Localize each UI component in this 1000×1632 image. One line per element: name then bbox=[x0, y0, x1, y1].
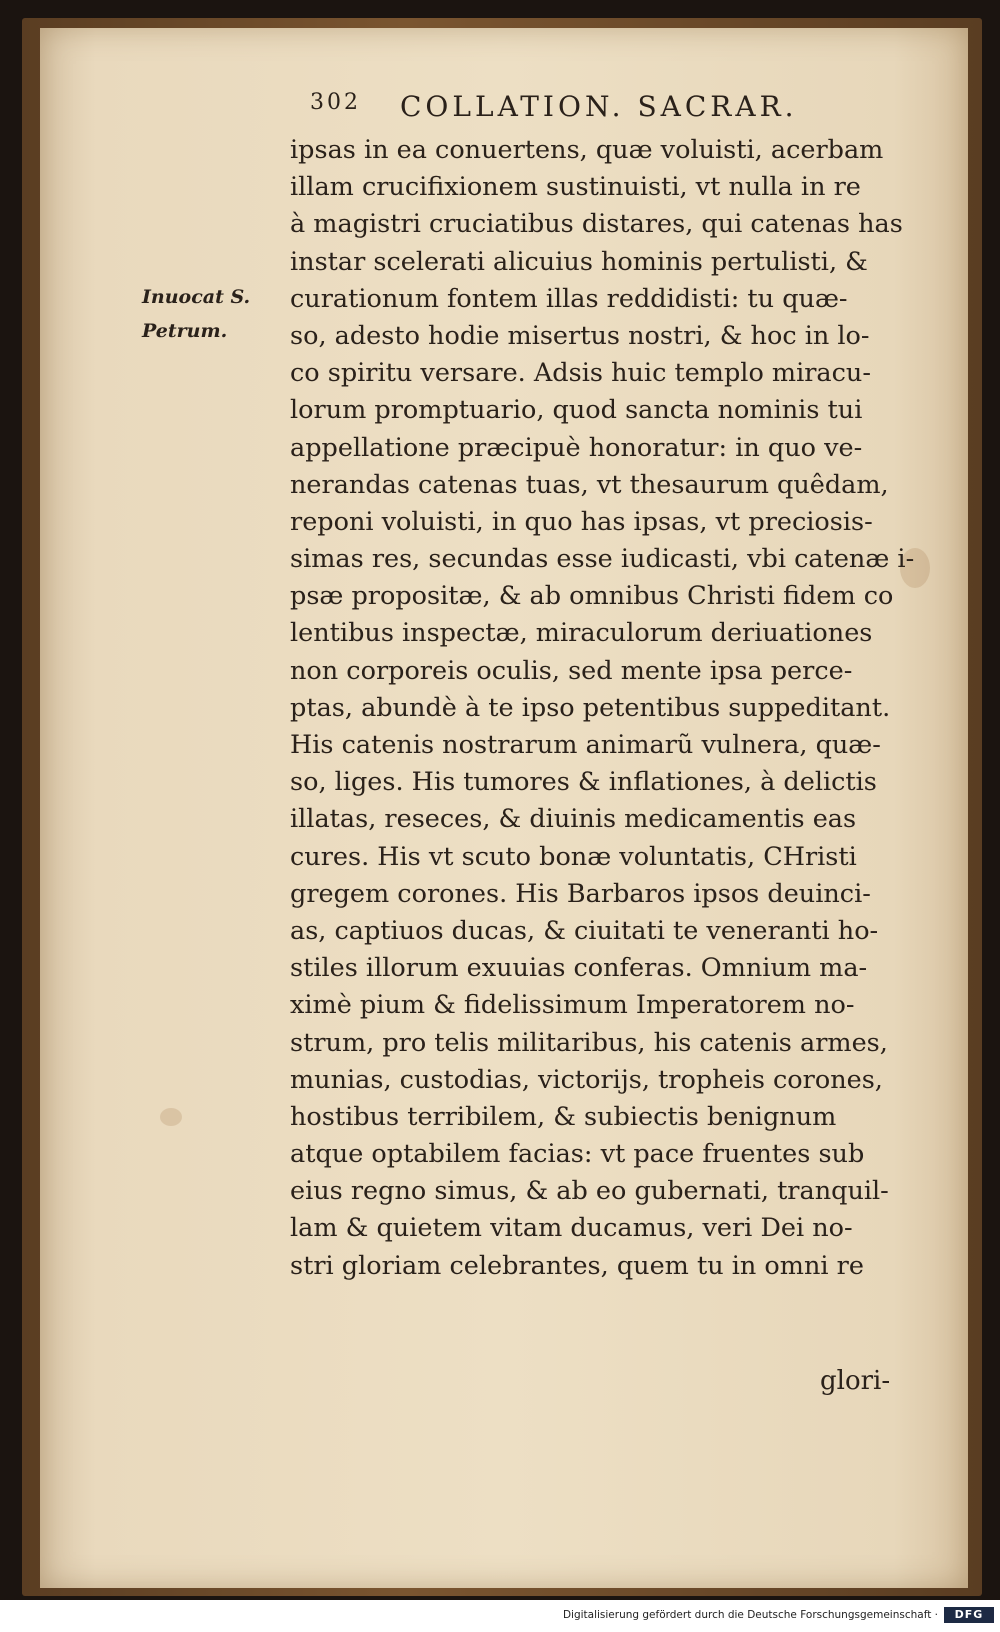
text-line: hostibus terribilem, & subiectis benignum bbox=[290, 1101, 837, 1132]
text-line: so, liges. His tumores & inflationes, à delictis bbox=[290, 767, 877, 798]
page-number: 302 bbox=[310, 90, 361, 115]
text-line: à magistri cruciatibus distares, qui catenas has bbox=[290, 209, 903, 240]
book-page bbox=[40, 28, 968, 1588]
text-line: psæ propositæ, & ab omnibus Christi fidem co bbox=[290, 581, 894, 612]
text-line: eius regno simus, & ab eo gubernati, tranquil- bbox=[290, 1176, 889, 1207]
text-line: ximè pium & fidelissimum Imperatorem no- bbox=[290, 990, 855, 1021]
text-line: as, captiuos ducas, & ciuitati te veneranti ho- bbox=[290, 915, 879, 946]
text-line: atque optabilem facias: vt pace fruentes sub bbox=[290, 1139, 865, 1170]
text-line: lorum promptuario, quod sancta nominis tui bbox=[290, 395, 863, 426]
marginal-note-line: Inuocat S. bbox=[142, 286, 251, 308]
running-title: COLLATION. SACRAR. bbox=[400, 90, 798, 123]
text-line: illatas, reseces, & diuinis medicamentis eas bbox=[290, 804, 857, 835]
text-line: illam crucifixionem sustinuisti, vt nulla in re bbox=[290, 172, 861, 203]
catchword: glori- bbox=[820, 1366, 891, 1396]
text-line: simas res, secundas esse iudicasti, vbi catenæ i- bbox=[290, 544, 915, 575]
text-line: cures. His vt scuto bonæ voluntatis, CHristi bbox=[290, 841, 857, 872]
text-line: His catenis nostrarum animarũ vulnera, quæ- bbox=[290, 730, 881, 760]
footer-bar bbox=[0, 1600, 1000, 1632]
marginal-note bbox=[142, 280, 272, 348]
marginal-note-line: Petrum. bbox=[142, 320, 228, 342]
text-line: strum, pro telis militaribus, his catenis armes, bbox=[290, 1027, 888, 1058]
text-line: lam & quietem vitam ducamus, veri Dei no- bbox=[290, 1213, 853, 1244]
text-line: gregem corones. His Barbaros ipsos deuinci- bbox=[290, 878, 871, 909]
text-line: non corporeis oculis, sed mente ipsa perce- bbox=[290, 655, 853, 686]
text-line: munias, custodias, victorijs, tropheis corones, bbox=[290, 1064, 883, 1095]
page-content bbox=[40, 28, 968, 1588]
text-line: stiles illorum exuuias conferas. Omnium ma- bbox=[290, 953, 868, 984]
text-line: nerandas catenas tuas, vt thesaurum quêdam, bbox=[290, 469, 889, 500]
text-line: reponi voluisti, in quo has ipsas, vt preciosis- bbox=[290, 506, 873, 537]
text-line: curationum fontem illas reddidisti: tu quæ- bbox=[290, 283, 848, 314]
text-line: appellatione præcipuè honoratur: in quo ve- bbox=[290, 432, 863, 463]
text-line: instar scelerati alicuius hominis pertulisti, & bbox=[290, 246, 868, 277]
text-line: ptas, abundè à te ipso petentibus suppeditant. bbox=[290, 692, 891, 723]
text-line: so, adesto hodie misertus nostri, & hoc in lo- bbox=[290, 320, 870, 351]
text-line: ipsas in ea conuertens, quæ voluisti, acerbam bbox=[290, 135, 884, 165]
text-line: stri gloriam celebrantes, quem tu in omni re bbox=[290, 1250, 864, 1281]
text-line: lentibus inspectæ, miraculorum deriuationes bbox=[290, 618, 873, 649]
funding-notice: Digitalisierung gefördert durch die Deutsche Forschungsgemeinschaft · bbox=[562, 1609, 938, 1621]
running-head bbox=[310, 90, 920, 130]
dfg-logo: DFG bbox=[944, 1607, 994, 1623]
text-line: co spiritu versare. Adsis huic templo miracu- bbox=[290, 358, 871, 389]
body-text bbox=[290, 132, 930, 1285]
